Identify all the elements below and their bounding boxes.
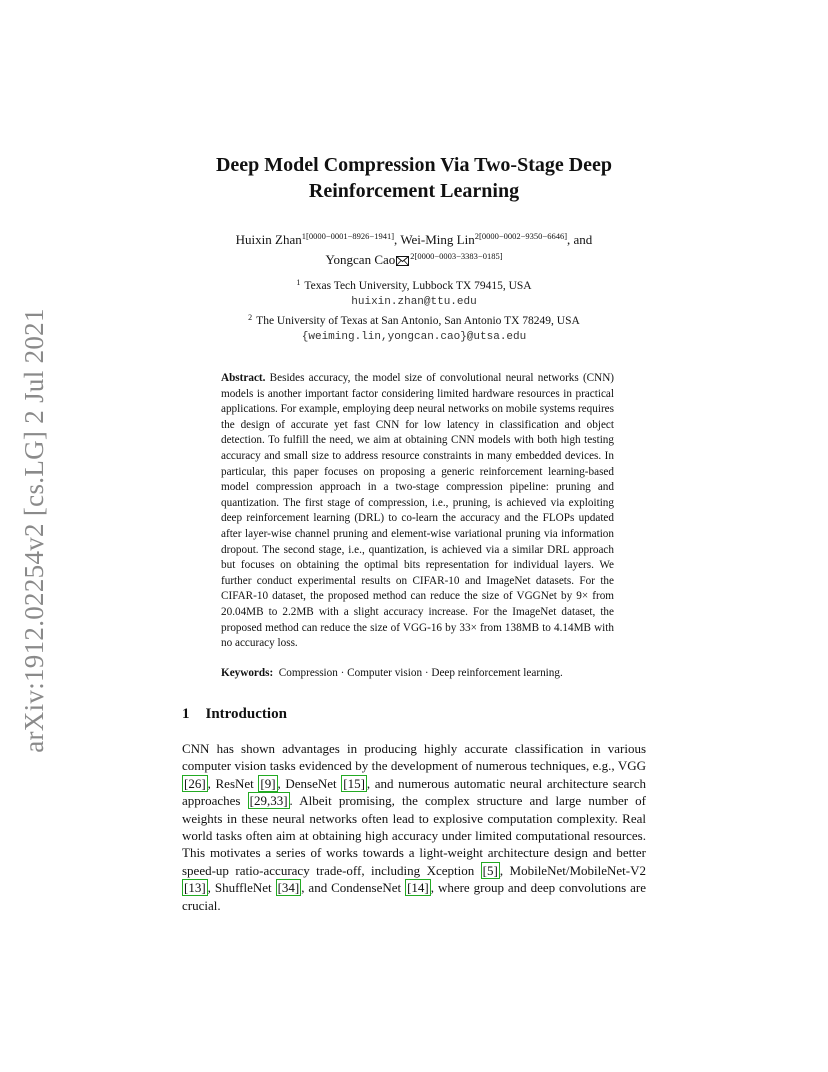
intro-text: , and numerous automatic neural architecture search approaches xyxy=(182,775,646,809)
author-list xyxy=(180,228,648,270)
intro-text: . Albeit promising, the complex structure and large number of weights in these neural networks often lead to explosive computation complexity. Real world tasks often aim at obtaining high accuracy under limited computational resources. This motivates a series of works towards a light-weight architecture design and better speed-up ratio-accuracy trade-off, including Xception xyxy=(182,793,647,878)
intro-text: , ResNet xyxy=(207,775,259,791)
author-2-name: Wei-Ming Lin xyxy=(400,232,475,247)
keywords xyxy=(221,666,614,681)
intro-text: , and CondenseNet xyxy=(301,880,406,896)
citation-link[interactable]: [26] xyxy=(184,775,206,791)
introduction-paragraph xyxy=(182,740,646,914)
envelope-icon xyxy=(396,253,409,270)
section-number: 1 xyxy=(182,706,190,722)
affiliation-2-email[interactable]: {weiming.lin,yongcan.cao}@utsa.edu xyxy=(301,331,527,343)
citation-link[interactable]: [13] xyxy=(184,880,206,896)
section-title: Introduction xyxy=(205,706,287,722)
affiliation-2-number: 2 xyxy=(248,313,253,322)
citation-link[interactable]: [29,33] xyxy=(249,793,288,809)
intro-text: CNN has shown advantages in producing highly accurate classification in various computer vision tasks evidenced by the development of numerous techniques, e.g., VGG xyxy=(182,741,646,774)
section-heading xyxy=(182,706,287,723)
arxiv-identifier-text: arXiv:1912.02254v2 [cs.LG] 2 Jul 2021 xyxy=(18,307,49,753)
abstract-label: Abstract. xyxy=(221,372,266,384)
affiliations xyxy=(180,275,648,345)
author-1-orcid: 1[0000−0001−8926−1941] xyxy=(301,231,395,241)
arxiv-identifier xyxy=(14,300,54,760)
keywords-text: Compression · Computer vision · Deep reinforcement learning. xyxy=(278,667,563,679)
affiliation-1: Texas Tech University, Lubbock TX 79415, USA xyxy=(304,280,532,292)
author-separator: , and xyxy=(567,232,593,247)
citation-link[interactable]: [5] xyxy=(482,862,498,878)
affiliation-1-email[interactable]: huixin.zhan@ttu.edu xyxy=(351,296,477,308)
intro-text: , DenseNet xyxy=(277,775,342,791)
abstract-text: Besides accuracy, the model size of convolutional neural networks (CNN) models is another important factor considering limited hardware resources in practical applications. For example, employing deep neural networks on mobile systems requires the design of accurate yet fast CNN for low latency in classification and object detection. To fulfill the need, we aim at obtaining CNN models with both high testing accuracy and small size to address resource constraints in many embedded devices. In particular, this paper focuses on proposing a generic reinforcement learning-based model compression approach in a two-stage compression pipeline: pruning and quantization. The first stage of compression, i.e., pruning, is achieved via exploiting deep reinforcement learning (DRL) to co-learn the accuracy and the FLOPs updated after layer-wise channel pruning and element-wise variational pruning via information dropout. The second stage, i.e., quantization, is achieved via a similar DRL approach but focuses on obtaining the optimal bits representation for individual layers. We further conduct experimental results on CIFAR-10 and ImageNet datasets. For the CIFAR-10 dataset, the proposed method can reduce the size of VGGNet by 9× from 20.04MB to 2.2MB with a slight accuracy increase. For the ImageNet dataset, the proposed method can reduce the size of VGG-16 by 33× from 138MB to 4.14MB with no accuracy loss. xyxy=(221,372,615,650)
intro-text: , where group and deep convolutions are crucial. xyxy=(182,880,646,913)
citation-link[interactable]: [15] xyxy=(343,775,365,791)
author-2-orcid: 2[0000−0002−9350−6646] xyxy=(474,231,568,241)
intro-text: , ShuffleNet xyxy=(207,880,276,896)
author-separator: , xyxy=(394,232,401,247)
author-3-orcid: 2[0000−0003−3383−0185] xyxy=(410,251,503,261)
paper-title: Deep Model Compression Via Two-Stage Deep Reinforcement Learning xyxy=(215,154,613,202)
affiliation-2: The University of Texas at San Antonio, San Antonio TX 78249, USA xyxy=(256,315,580,327)
author-3-name: Yongcan Cao xyxy=(325,252,396,267)
citation-link[interactable]: [14] xyxy=(407,880,429,896)
affiliation-1-number: 1 xyxy=(296,278,301,287)
intro-text: , MobileNet/MobileNet-V2 xyxy=(499,862,647,878)
citation-link[interactable]: [9] xyxy=(260,775,276,791)
keywords-label: Keywords: xyxy=(221,667,274,679)
abstract xyxy=(221,371,614,652)
citation-link[interactable]: [34] xyxy=(277,880,300,896)
author-1-name: Huixin Zhan xyxy=(235,232,302,247)
